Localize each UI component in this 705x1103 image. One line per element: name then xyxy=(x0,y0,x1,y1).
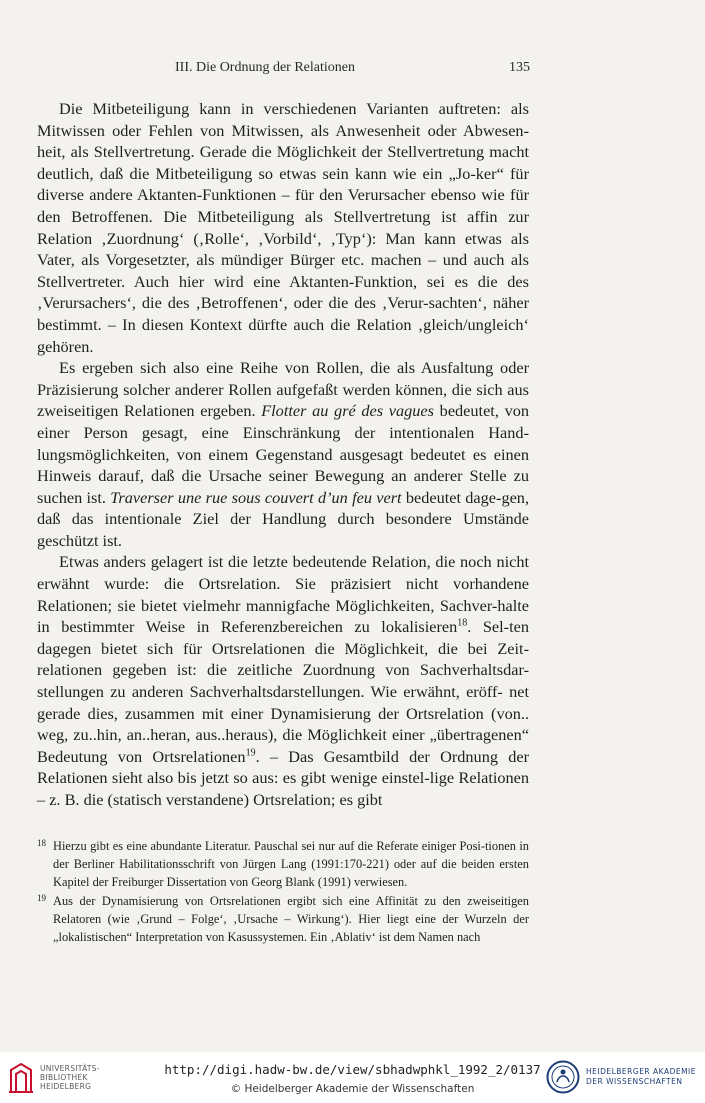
chapter-title: III. Die Ordnung der Relationen xyxy=(175,60,355,75)
library-name: UNIVERSITÄTS- BIBLIOTHEK HEIDELBERG xyxy=(40,1064,100,1091)
italic-example-1: Flotter au gré des vagues xyxy=(261,401,434,421)
footnote-ref-19: 19 xyxy=(245,747,256,759)
footnote-19: 19 Aus der Dynamisierung von Ortsrelationen ergibt sich eine Affinität zu den zweiseitigen Relatoren (wie ‚Grund – Folge‘, ‚Ursache – Wirkung‘). Hier liegt eine der Wurzeln der „lokalistischen“ Interpretation von Kasussystemen. Ein ‚Ablativ‘ ist dem Namen nach xyxy=(37,892,529,947)
footnote-mark: 18 xyxy=(37,838,46,848)
body-text xyxy=(37,98,529,811)
footnotes xyxy=(37,837,529,946)
paragraph-3: Etwas anders gelagert ist die letzte bedeutende Relation, die noch nicht erwähnt wurde: die Ortsrelation. Sie präzisiert nicht vorhandene Relationen; sie bietet vielmehr mannigfache Möglichkeiten, Sachver-halte in bestimmter Weise in Referenzbereichen zu lokalisieren$^{18}$. Sel-ten dagegen bietet sich für Ortsrelationen die Möglichkeit, die bei Zeit-relationen gegeben ist: die zeitliche Zuordnung von Sachverhaltsdar-stellungen zu anderen Sachverhaltsdarstellungen. Wie erwähnt, eröff- net gerade dies, zusammen mit einer Dynamisierung der Ortsrelation (von.. weg, zu..hin, an..heran, aus..heraus), die Möglichkeit einer „übertragenen“ Bedeutung von Ortsrelationen$^{19}$. – Das Gesamtbild der Ordnung der Relationen sieht also bis jetzt so aus: es gibt wenige einstel-lige Relationen – z. B. die (statisch verstandene) Ortsrelation; es gibt xyxy=(37,552,530,809)
page-number: 135 xyxy=(509,60,530,75)
copyright-notice: © Heidelberger Akademie der Wissenschaften xyxy=(230,1083,475,1095)
paragraph-2: Es ergeben sich also eine Reihe von Rollen, die als Ausfaltung oder Präzisierung solcher anderer Rollen aufgefaßt werden können, die sich aus zweiseitigen Relationen ergeben. Flotter au gré des vagues bedeutet, von einer Person gesagt, eine Einschränkung der intentionalen Hand-lungsmöglichkeiten, von einem Gegenstand ausgesagt bedeutet es einen Hinweis darauf, daß die Ursache seiner Bewegung an anderer Stelle zu suchen ist. Traverser une rue sous couvert d’un feu vert bedeutet dage-gen, daß das intentionale Ziel der Handlung durch besondere Umstände geschützt ist. xyxy=(37,358,530,550)
italic-example-2: Traverser une rue sous couvert d’un feu vert xyxy=(110,487,402,507)
footnote-18: 18 Hierzu gibt es eine abundante Literatur. Pauschal sei nur auf die Referate einiger Posi-tionen in der Berliner Habilitationsschrift von Jürgen Lang (1991:170-221) oder auf die beiden ersten Kapitel der Freiburger Dissertation von Georg Blank (1991) verwiesen. xyxy=(37,837,529,892)
academy-name: HEIDELBERGER AKADEMIE DER WISSENSCHAFTEN xyxy=(586,1067,697,1086)
footnote-ref-18: 18 xyxy=(457,617,468,629)
permalink-url[interactable]: http://digi.hadw-bw.de/view/sbhadwphkl_1992_2/0137 xyxy=(164,1062,541,1077)
academy-seal-icon xyxy=(546,1060,580,1094)
digitization-footer xyxy=(0,1052,705,1103)
footnote-mark: 19 xyxy=(37,892,46,903)
paragraph-1: Die Mitbeteiligung kann in verschiedenen Varianten auftreten: als Mitwissen oder Fehlen von Mitwissen, als Anwesenheit oder Abwesen-heit, als Stellvertretung. Gerade die Möglichkeit der Stellvertretung macht deutlich, daß die Mitbeteiligung so etwas sein kann wie ein „Jo-ker“ für diverse andere Aktanten-Funktionen – für den Verursacher ebenso wie für den Betroffenen. Die Mitbeteiligung als Stellvertretung ist affin zur Relation ‚Zuordnung‘ (‚Rolle‘, ‚Vorbild‘, ‚Typ‘): Man kann etwas als Vater, als Vorgesetzter, als mündiger Bürger etc. machen – und auch als Stellvertreter. Auch hier wird eine Aktanten-Funktion, sei es die des ‚Verursachers‘, die des ‚Betroffenen‘, oder die des ‚Verur-sachten‘, näher bestimmt. – In diesen Kontext dürfte auch die Relation ‚gleich/ungleich‘ gehören. xyxy=(37,99,530,356)
